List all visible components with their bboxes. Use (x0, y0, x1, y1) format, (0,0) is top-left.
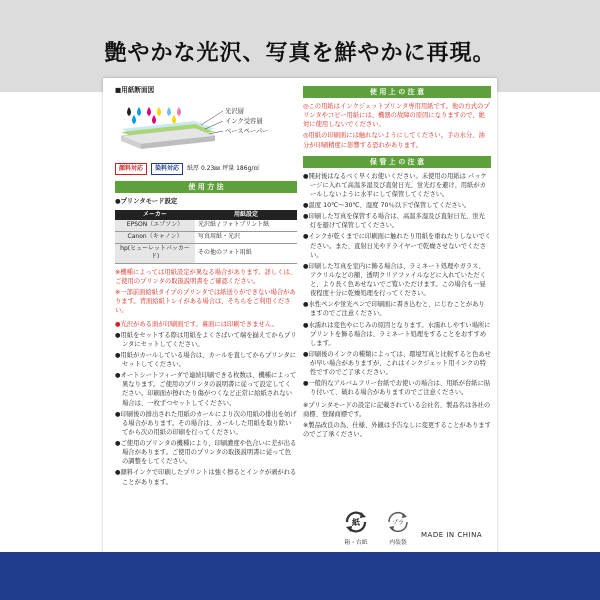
storage-item: ●水濡れは変色やにじみの原因となります。水濡れしやすい場所にプリントを飾る場合は、ラミネート処理をすることをおすすめします。 (303, 321, 491, 347)
usage-bullet: ●オートシートフィーダで連続印刷できる枚数は、機種によって異なります。ご使用のプリンタの説明書に従って設定してください。印刷面が擦れたり傷がつくなど正常に給紙されない場合は、一枚ずつセットしてください。 (115, 372, 297, 407)
paper-mark-text: 紙 (352, 518, 360, 527)
maker-cell: Canon（キャノン） (115, 231, 195, 243)
table-row (115, 220, 297, 231)
maker-cell: hp(ヒューレットパッカード) (115, 243, 195, 263)
cross-section-illustration (115, 99, 297, 157)
spec-change-note: ※製品改良の為、仕様、外観は予告なしに変更することがありますのでご了承ください。 (303, 421, 491, 438)
usage-header: 使 用 方 法 (115, 181, 297, 193)
storage-header: 保 管 上 の 注 意 (303, 156, 491, 168)
paper-recycle-mark (341, 509, 371, 546)
left-column (115, 86, 297, 489)
table-row (115, 243, 297, 263)
storage-item: ●インクが乾くまでに印刷面に触れたり用紙を重ねたりしないでください。また、直射日光やドライヤーで乾燥させないでください。 (303, 233, 491, 259)
usage-bullet: ●用紙がカールしている場合は、カールを直してからプリンタにセットしてください。 (115, 351, 297, 369)
usage-bullets (115, 320, 297, 487)
maker-cell: EPSON（エプソン） (115, 220, 195, 231)
col-maker: メーカー (115, 210, 195, 221)
headline: 艶やかな光沢、写真を鮮やかに再現。 (104, 40, 496, 66)
dye-chip: 染料対応 (151, 163, 183, 176)
usage-notes (115, 268, 297, 316)
setting-cell: 光沢紙 / フォトプリント紙 (195, 220, 297, 231)
paper-caption: 箱・台紙 (344, 540, 368, 546)
paper-cross-section-diagram (115, 99, 297, 157)
plastic-recycle-mark (383, 509, 413, 546)
paper-section-title: ■用紙断面図 (115, 86, 155, 94)
ink-drops-icon (127, 107, 181, 124)
usage-bullet: ●ご使用のプリンタの機種により、印刷濃度や色合いに差が出る場合があります。ご使用のプリンタの取扱説明書に従って色の調整をしてください。 (115, 440, 297, 466)
trademark-note: ※プリンタモードの設定に記載されている会社名、製品名は各社の商標、登録商標です。 (303, 401, 491, 418)
bottom-band (0, 552, 600, 600)
storage-item: ●印刷後のインクの種類によっては、環境写真と比較すると色あせが早い場合がありますが、これはインクジェット用インクの特性ですのでご了承ください。 (303, 350, 491, 377)
layer-label-ink: インク受容層 (225, 117, 263, 125)
trademark-notes (303, 401, 491, 440)
pigment-chip: 顔料対応 (115, 163, 147, 176)
glossy-side-note: ●光沢がある面が印刷面です。裏面には印刷できません。 (115, 320, 278, 328)
paper-recycle-icon (343, 509, 369, 535)
right-column (303, 86, 491, 441)
storage-list (303, 172, 491, 398)
setting-cell: 写真用紙・光沢 (195, 231, 297, 243)
plastic-mark-text: プラ (391, 519, 405, 527)
printer-mode-title: ●プリンタモード設定 (115, 197, 178, 206)
layer-label-gloss: 光沢層 (225, 107, 244, 115)
table-header-row (115, 210, 297, 221)
usage-note: ※一部前面給紙タイプのプリンタでは紙送りができない場合があります。背面給紙トレイがある場合は、そちらをご利用ください。 (115, 289, 296, 315)
usage-bullet: ●用紙をセットする際は用紙をよくさばいて端を揃えてからプリンタにセットしてください。 (115, 331, 297, 348)
storage-item: ●温度 10℃〜30℃、湿度 70％以下で保管してください。 (303, 202, 471, 209)
setting-cell: その他のフォト用紙 (195, 243, 297, 263)
table-row (115, 231, 297, 243)
plastic-recycle-icon (385, 509, 411, 535)
caution-list (303, 102, 491, 150)
col-setting: 用紙設定 (195, 210, 297, 221)
usage-bullet: ●印刷後の排出された用紙のカールにより次の用紙の排出を妨げる場合があります。その場合は、カールした用紙を取り除いてから次の用紙の印刷を行ってください。 (115, 410, 297, 436)
usage-bullet: ●顔料インクで印刷したプリントは強く擦るとインクが剥がれることがあります。 (115, 469, 297, 486)
caution-item: ◎用紙の印刷面には触れないようにしてください。手の水分、油分が印刷精度に影響する恐れがあります。 (303, 132, 485, 149)
storage-item: ●水性ペンや蛍光ペンで印刷面に書き込むと、にじむことがありますのでご注意ください。 (303, 301, 485, 318)
caution-item: ◎この用紙はインクジェットプリンタ専用用紙です。他の方式のプリンタやコピー用紙には、機器の故障の原因になりますので、絶対に使用しないでください。 (303, 103, 490, 129)
layer-label-base: ベースペーパー (225, 127, 269, 135)
storage-item: ●一般的なアルバムフリー台紙でお使いの場合は、用紙が台紙に貼り付いて、破れる場合がありますのでご注意ください。 (303, 380, 491, 397)
plastic-caption: 内装袋 (389, 540, 407, 546)
storage-item: ●印刷した写真を室内に飾る場合は、ラミネート処理やガラス、アクリルなどの額、透明クリアファイルなどに入れていただくと、より長く色あせないでご覧いただけます。この場合も一昼夜程度十分に乾燥処理を行ってください。 (303, 262, 486, 298)
made-in-label: MADE IN CHINA (421, 531, 483, 539)
storage-item: ●開封後はなるべく早くお使いください。未使用の用紙は パッケージに入れて高温多湿及び直射日光、蛍光灯を避け、用紙がカールしないように水平にして保管してください。 (303, 172, 487, 198)
paper-spec: 紙厚 0.23㎜ 坪量 186g/㎡ (187, 164, 260, 172)
usage-note: ※機種によっては用紙設定が異なる場合があります。詳しくは、ご使用のプリンタの取扱説明書をご確認ください。 (115, 268, 297, 286)
cautions-header: 使 用 上 の 注 意 (303, 86, 491, 98)
recycling-marks (303, 509, 493, 549)
printer-settings-table (115, 210, 297, 264)
storage-item: ●印刷した写真を保管する場合は、高温多湿及び直射日光、蛍光灯を避けて保管してください。 (303, 213, 485, 230)
spec-row (115, 163, 297, 176)
